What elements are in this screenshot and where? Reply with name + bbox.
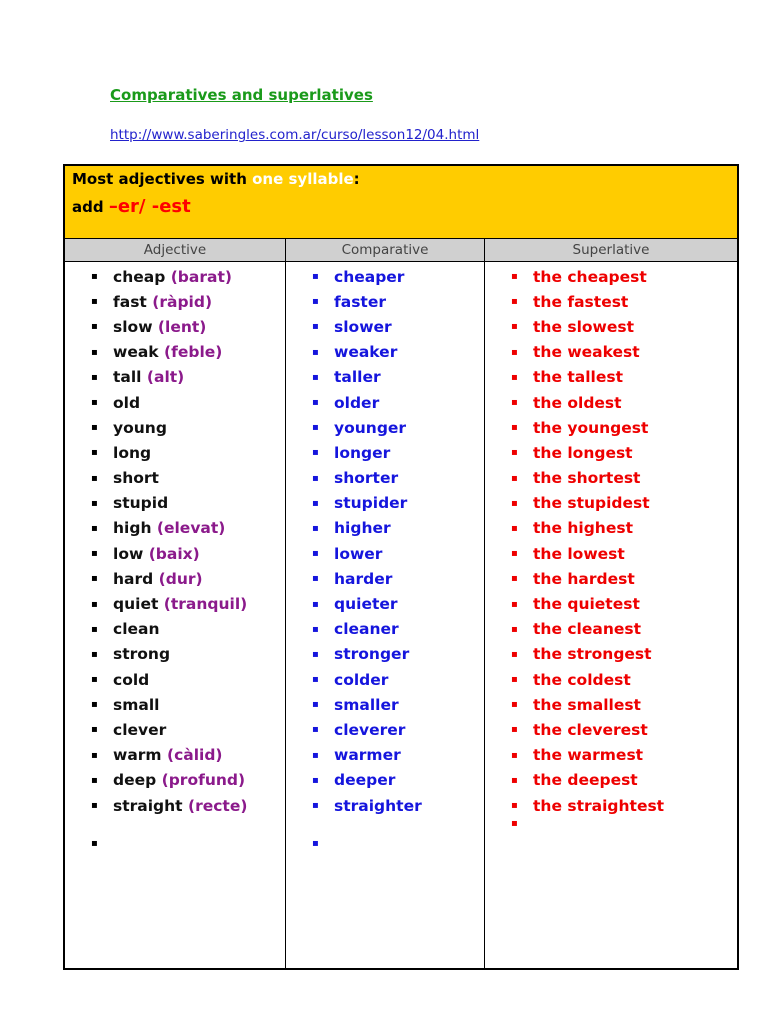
comparative-item [312,340,422,365]
bullet-icon: ▪ [312,497,319,509]
superlative-word: the slowest [533,317,635,336]
bullet-icon: ▪ [312,674,319,686]
adjective-translation: (càlid) [166,746,223,765]
column-header-row [65,239,737,262]
superlative-item [511,743,664,768]
header-line-1 [72,170,360,188]
comparative-item [312,768,422,793]
comparative-word: straighter [334,796,422,815]
bullet-icon: ▪ [312,749,319,761]
superlative-item [511,340,664,365]
adjective-translation: (feble) [164,343,223,362]
adjective-translation: (ràpid) [152,292,213,311]
adjective-table [63,164,739,970]
superlative-word: the shortest [533,469,641,488]
superlative-word: the longest [533,443,633,462]
bullet-icon: ▪ [511,371,518,383]
superlative-word: the coldest [533,670,631,689]
adjective-word: quiet [113,595,159,614]
bullet-icon: ▪ [511,271,518,283]
bullet-icon: ▪ [91,321,98,333]
bullet-icon: ▪ [511,296,518,308]
superlative-word: the hardest [533,569,635,588]
superlative-item [511,466,664,491]
adjective-word: slow [113,317,153,336]
comparative-column [312,264,422,818]
empty-bullet: ▪ [312,838,319,849]
bullet-icon: ▪ [312,296,319,308]
header-highlight: one syllable [252,170,354,188]
superlative-item [511,516,664,541]
adjective-item [91,440,247,465]
adjective-translation: (elevat) [156,519,226,538]
bullet-icon: ▪ [511,573,518,585]
adjective-word: small [113,695,160,714]
header-line-1-suffix: : [353,170,360,188]
comparative-word: cleaner [334,620,399,639]
adjective-word: cheap [113,267,166,286]
adjective-item [91,491,247,516]
adjective-translation: (profund) [161,771,246,790]
bullet-icon: ▪ [511,497,518,509]
bullet-icon: ▪ [312,699,319,711]
bullet-icon: ▪ [511,548,518,560]
column-divider [285,239,286,968]
adjective-word: fast [113,292,147,311]
comparative-item [312,264,422,289]
superlative-column [511,264,664,818]
bullet-icon: ▪ [312,648,319,660]
comparative-word: warmer [334,746,401,765]
adjective-word: long [113,443,152,462]
empty-bullet: ▪ [511,818,518,829]
superlative-word: the fastest [533,292,629,311]
comparative-item [312,314,422,339]
superlative-item [511,314,664,339]
bullet-icon: ▪ [312,371,319,383]
comparative-word: older [334,393,380,412]
superlative-word: the straightest [533,796,665,815]
header-rule: –er/ -est [108,196,191,217]
bullet-icon: ▪ [511,774,518,786]
bullet-icon: ▪ [91,724,98,736]
bullet-icon: ▪ [511,472,518,484]
adjective-item [91,390,247,415]
superlative-item [511,793,664,818]
superlative-word: the deepest [533,771,638,790]
comparative-word: slower [334,317,392,336]
adjective-word: clean [113,620,160,639]
comparative-item [312,289,422,314]
column-header-superlative: Superlative [572,242,650,258]
superlative-word: the tallest [533,368,623,387]
comparative-item [312,566,422,591]
bullet-icon: ▪ [511,749,518,761]
adjective-word: stupid [113,494,169,513]
header-line-2-prefix: add [72,198,109,216]
superlative-item [511,717,664,742]
comparative-word: quieter [334,595,398,614]
page-title: Comparatives and superlatives [110,86,373,104]
bullet-icon: ▪ [91,497,98,509]
bullet-icon: ▪ [312,598,319,610]
superlative-word: the youngest [533,418,649,437]
source-link[interactable]: http://www.saberingles.com.ar/curso/lesson12/04.html [110,127,480,143]
adjective-word: warm [113,746,162,765]
superlative-item [511,390,664,415]
bullet-icon: ▪ [511,522,518,534]
bullet-icon: ▪ [91,774,98,786]
superlative-word: the warmest [533,746,644,765]
comparative-item [312,591,422,616]
superlative-item [511,617,664,642]
adjective-word: cold [113,670,150,689]
adjective-translation: (baix) [148,544,200,563]
column-header-adjective: Adjective [143,242,207,258]
superlative-item [511,264,664,289]
superlative-item [511,415,664,440]
bullet-icon: ▪ [91,598,98,610]
column-header-comparative: Comparative [341,242,429,258]
superlative-item [511,566,664,591]
bullet-icon: ▪ [312,623,319,635]
comparative-word: faster [334,292,386,311]
adjective-item [91,415,247,440]
adjective-item [91,541,247,566]
superlative-item [511,768,664,793]
column-divider [484,239,485,968]
adjective-word: short [113,469,159,488]
bullet-icon: ▪ [312,522,319,534]
comparative-word: harder [334,569,393,588]
adjective-item [91,692,247,717]
bullet-icon: ▪ [511,648,518,660]
comparative-word: stronger [334,645,410,664]
bullet-icon: ▪ [91,296,98,308]
superlative-item [511,365,664,390]
adjective-translation: (recte) [188,796,248,815]
comparative-item [312,415,422,440]
bullet-icon: ▪ [511,674,518,686]
comparative-word: colder [334,670,389,689]
adjective-word: young [113,418,167,437]
bullet-icon: ▪ [312,800,319,812]
comparative-item [312,466,422,491]
header-line-1-prefix: Most adjectives with [72,170,253,188]
bullet-icon: ▪ [91,522,98,534]
adjective-item [91,466,247,491]
superlative-item [511,440,664,465]
comparative-word: cheaper [334,267,405,286]
comparative-word: smaller [334,695,399,714]
comparative-word: shorter [334,469,399,488]
bullet-icon: ▪ [312,774,319,786]
bullet-icon: ▪ [511,346,518,358]
bullet-icon: ▪ [312,271,319,283]
bullet-icon: ▪ [91,371,98,383]
bullet-icon: ▪ [91,573,98,585]
adjective-word: high [113,519,152,538]
superlative-item [511,591,664,616]
bullet-icon: ▪ [91,749,98,761]
adjective-translation: (alt) [146,368,185,387]
superlative-word: the quietest [533,595,640,614]
adjective-item [91,642,247,667]
comparative-word: taller [334,368,381,387]
adjective-word: low [113,544,144,563]
bullet-icon: ▪ [511,321,518,333]
superlative-word: the cheapest [533,267,647,286]
superlative-word: the stupidest [533,494,650,513]
superlative-word: the highest [533,519,633,538]
superlative-word: the cleverest [533,720,648,739]
bullet-icon: ▪ [511,422,518,434]
adjective-word: old [113,393,141,412]
bullet-icon: ▪ [312,447,319,459]
bullet-icon: ▪ [91,800,98,812]
superlative-item [511,692,664,717]
adjective-item [91,793,247,818]
comparative-item [312,390,422,415]
superlative-word: the smallest [533,695,641,714]
bullet-icon: ▪ [91,397,98,409]
bullet-icon: ▪ [91,271,98,283]
bullet-icon: ▪ [312,321,319,333]
superlative-word: the lowest [533,544,625,563]
empty-bullet: ▪ [91,838,98,849]
adjective-word: tall [113,368,142,387]
adjective-word: strong [113,645,171,664]
comparative-item [312,365,422,390]
comparative-item [312,440,422,465]
superlative-word: the oldest [533,393,622,412]
adjective-item [91,314,247,339]
adjective-item [91,667,247,692]
bullet-icon: ▪ [91,422,98,434]
comparative-item [312,642,422,667]
comparative-item [312,667,422,692]
bullet-icon: ▪ [511,724,518,736]
bullet-icon: ▪ [312,724,319,736]
adjective-translation: (tranquil) [163,595,248,614]
comparative-item [312,516,422,541]
header-line-2 [72,196,191,217]
superlative-item [511,541,664,566]
adjective-item [91,264,247,289]
comparative-word: younger [334,418,407,437]
superlative-word: the strongest [533,645,652,664]
adjective-item [91,566,247,591]
comparative-item [312,617,422,642]
comparative-word: higher [334,519,391,538]
adjective-word: hard [113,569,154,588]
comparative-word: cleverer [334,720,406,739]
superlative-item [511,289,664,314]
adjective-word: weak [113,343,159,362]
superlative-word: the weakest [533,343,640,362]
adjective-item [91,717,247,742]
adjective-column [91,264,247,818]
bullet-icon: ▪ [91,472,98,484]
adjective-item [91,768,247,793]
comparative-item [312,743,422,768]
adjective-translation: (barat) [170,267,232,286]
comparative-item [312,793,422,818]
superlative-item [511,491,664,516]
bullet-icon: ▪ [511,623,518,635]
adjective-item [91,340,247,365]
comparative-word: lower [334,544,383,563]
bullet-icon: ▪ [91,674,98,686]
bullet-icon: ▪ [312,472,319,484]
comparative-word: stupider [334,494,408,513]
superlative-item [511,642,664,667]
bullet-icon: ▪ [91,346,98,358]
superlative-word: the cleanest [533,620,642,639]
bullet-icon: ▪ [91,623,98,635]
bullet-icon: ▪ [511,397,518,409]
comparative-item [312,692,422,717]
comparative-word: longer [334,443,391,462]
bullet-icon: ▪ [511,447,518,459]
adjective-item [91,365,247,390]
bullet-icon: ▪ [312,346,319,358]
bullet-icon: ▪ [312,573,319,585]
bullet-icon: ▪ [312,548,319,560]
comparative-word: weaker [334,343,398,362]
adjective-word: clever [113,720,167,739]
adjective-item [91,743,247,768]
bullet-icon: ▪ [312,397,319,409]
adjective-translation: (lent) [157,317,207,336]
adjective-item [91,516,247,541]
bullet-icon: ▪ [312,422,319,434]
bullet-icon: ▪ [91,447,98,459]
bullet-icon: ▪ [511,699,518,711]
adjective-item [91,289,247,314]
bullet-icon: ▪ [511,598,518,610]
superlative-item [511,667,664,692]
comparative-word: deeper [334,771,396,790]
adjective-translation: (dur) [158,569,203,588]
comparative-item [312,717,422,742]
bullet-icon: ▪ [511,800,518,812]
comparative-item [312,491,422,516]
table-header-box [65,166,737,239]
bullet-icon: ▪ [91,699,98,711]
bullet-icon: ▪ [91,548,98,560]
comparative-item [312,541,422,566]
adjective-word: straight [113,796,183,815]
bullet-icon: ▪ [91,648,98,660]
adjective-word: deep [113,771,157,790]
adjective-item [91,617,247,642]
adjective-item [91,591,247,616]
